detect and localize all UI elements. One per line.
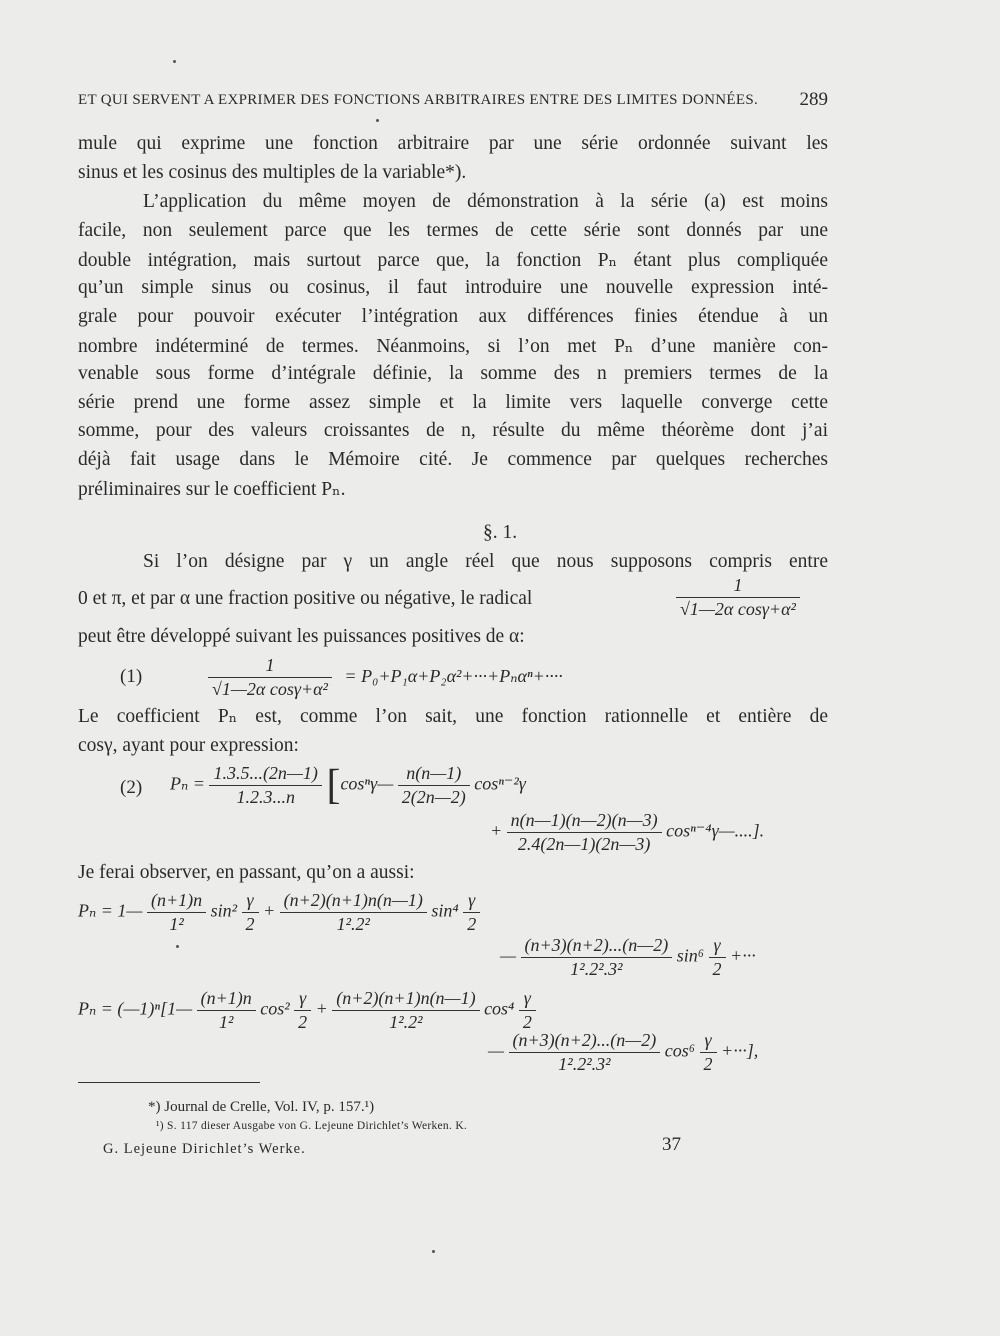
paper-speck bbox=[176, 945, 179, 948]
equation-3-continued: — $\frac{(n+3)(n+2)...(n—2)}{\text{1².2².3²}}$ sin⁶ $\frac{\gamma}{2}$ +··· bbox=[500, 935, 756, 979]
footnote: *) Journal de Crelle, Vol. IV, p. 157.¹) bbox=[148, 1099, 375, 1115]
section-heading: §. 1. bbox=[482, 522, 518, 543]
equation-label: (2) bbox=[120, 777, 143, 798]
text-line: Je ferai observer, en passant, qu’on a aussi: bbox=[78, 862, 415, 883]
text-line: grale pour pouvoir exécuter l’intégration aux différences finies étendue à un bbox=[78, 306, 828, 327]
equation-4-continued: — $\frac{(n+3)(n+2)...(n—2)}{\text{1².2².3²}}$ cos⁶ $\frac{\gamma}{2}$ +···], bbox=[488, 1030, 759, 1074]
equation-3: Pₙ = 1— $\frac{(n+1)n}{\text{1²}}$ sin² $\frac{\gamma}{2}$ + $\frac{(n+2)(n+1)n(n—1)}{\text{1².2²}}$ sin⁴ $\frac{\gamma}{2}$ bbox=[78, 890, 480, 935]
equation-2: Pₙ = $\frac{1.3.5...(2n—1)}{1.2.3...n}$ [cosⁿγ— $\frac{n(n—1)}{2(2n—2)}$ cosⁿ⁻²γ bbox=[170, 762, 526, 809]
text-line: préliminaires sur le coefficient Pₙ. bbox=[78, 479, 346, 500]
text-line: Le coefficient Pₙ est, comme l’on sait, une fonction rationnelle et entière de bbox=[78, 706, 828, 727]
signature-number: 37 bbox=[662, 1134, 681, 1155]
text-line: somme, pour des valeurs croissantes de n, résulte du même théorème dont j’ai bbox=[78, 420, 828, 441]
radical-fraction: $\frac{1}{\text{√1—2α cosγ+α²}}$ bbox=[676, 575, 800, 620]
editor-footnote: ¹) S. 117 dieser Ausgabe von G. Lejeune Dirichlet’s Werken. K. bbox=[156, 1120, 468, 1132]
footer-title: G. Lejeune Dirichlet’s Werke. bbox=[103, 1141, 306, 1157]
text-line: nombre indéterminé de termes. Néanmoins, si l’on met Pₙ d’une manière con- bbox=[78, 336, 828, 357]
paper-speck bbox=[173, 60, 176, 63]
text-line: double intégration, mais surtout parce que, la fonction Pₙ étant plus compliquée bbox=[78, 250, 828, 271]
text-line: L’application du même moyen de démonstration à la série (a) est moins bbox=[143, 191, 828, 212]
text-line: mule qui exprime une fonction arbitraire par une série ordonnée suivant les bbox=[78, 133, 828, 154]
equation-1: $\frac{1}{\text{√1—2α cosγ+α²}}$ = P₀+P₁α+P₂α²+···+Pₙαⁿ+···· bbox=[208, 655, 563, 700]
text-line: série prend une forme assez simple et la limite vers laquelle converge cette bbox=[78, 392, 828, 413]
paper-speck bbox=[432, 1250, 435, 1253]
equation-2-continued: + $\frac{n(n—1)(n—2)(n—3)}{2.4(2n—1)(2n—3)}$ cosⁿ⁻⁴γ—....]. bbox=[490, 810, 765, 854]
text-line: 0 et π, et par α une fraction positive ou négative, le radical bbox=[78, 588, 533, 609]
text-line: facile, non seulement parce que les termes de cette série sont donnés par une bbox=[78, 220, 828, 241]
text-line: peut être développé suivant les puissances positives de α: bbox=[78, 626, 525, 647]
text-line: Si l’on désigne par γ un angle réel que nous supposons compris entre bbox=[143, 551, 828, 572]
equation-4: Pₙ = (—1)ⁿ[1— $\frac{(n+1)n}{\text{1²}}$ cos² $\frac{\gamma}{2}$ + $\frac{(n+2)(n+1)n(n—1)}{\text{1².2²}}$ cos⁴ $\frac{\gamma}{2}$ bbox=[78, 988, 536, 1033]
equation-label: (1) bbox=[120, 666, 143, 687]
running-header bbox=[78, 89, 828, 110]
text-line: déjà fait usage dans le Mémoire cité. Je commence par quelques recherches bbox=[78, 449, 828, 470]
text-line: qu’un simple sinus ou cosinus, il faut introduire une nouvelle expression inté- bbox=[78, 277, 828, 298]
page-number: 289 bbox=[799, 89, 828, 110]
text-line: sinus et les cosinus des multiples de la variable*). bbox=[78, 162, 467, 183]
paper-speck bbox=[376, 119, 379, 122]
text-line: venable sous forme d’intégrale définie, la somme des n premiers termes de la bbox=[78, 363, 828, 384]
running-title: ET QUI SERVENT A EXPRIMER DES FONCTIONS ARBITRAIRES ENTRE DES LIMITES DONNÉES. bbox=[78, 92, 759, 108]
text-line: cosγ, ayant pour expression: bbox=[78, 735, 299, 756]
footnote-rule bbox=[78, 1082, 260, 1083]
